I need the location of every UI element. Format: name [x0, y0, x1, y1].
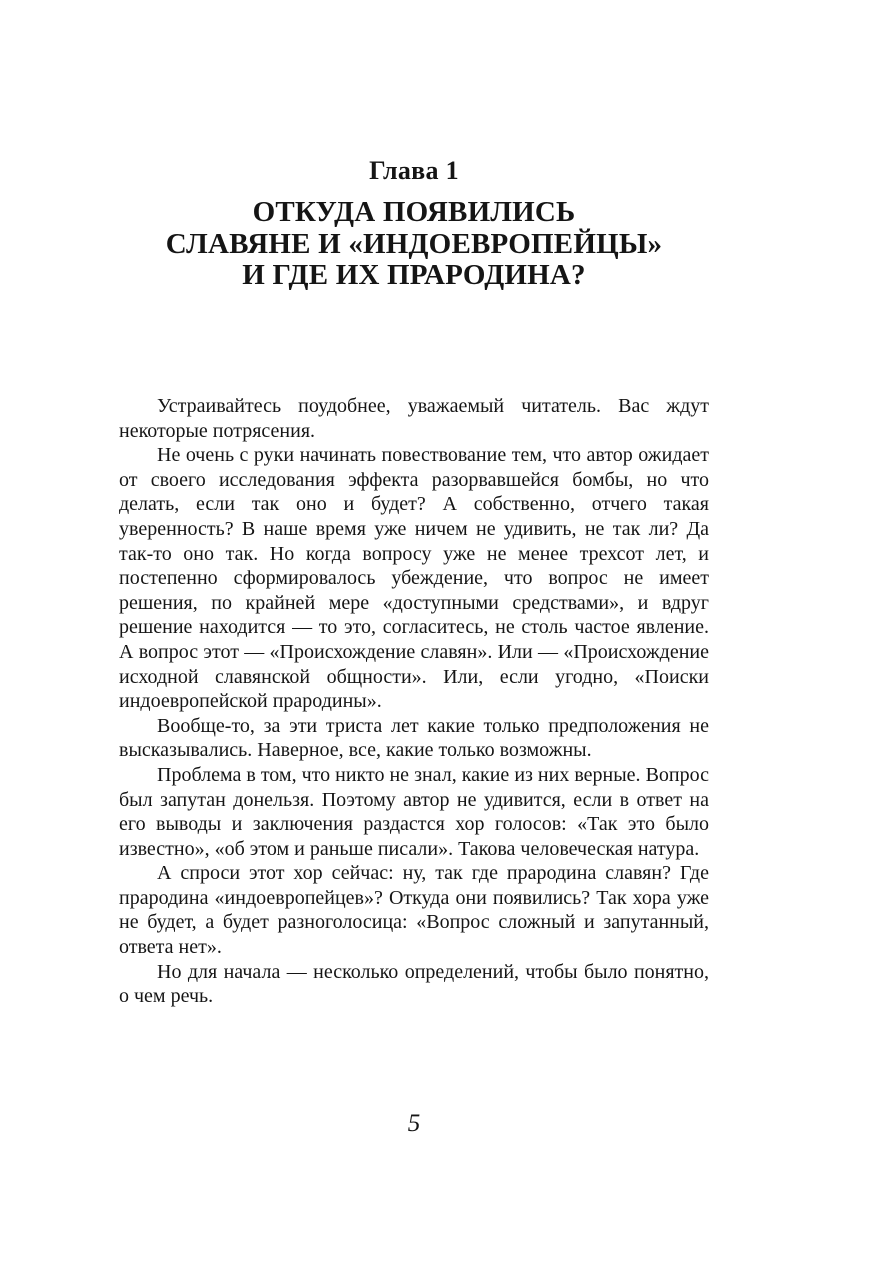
- page-number: 5: [407, 1110, 421, 1137]
- chapter-title-line-3: И ГДЕ ИХ ПРАРОДИНА?: [242, 259, 586, 291]
- paragraph: Но для начала — несколько определений, чтобы было понятно, о чем речь.: [119, 960, 709, 1008]
- chapter-title: [119, 197, 709, 292]
- paragraph: А спроси этот хор сейчас: ну, так где прародина славян? Где прародина «индоевропейцев»? Откуда они появились? Так хора уже не будет, а будет разноголосица: «Вопрос сложный и запутанный, ответа нет».: [119, 862, 709, 959]
- body-text: [119, 394, 709, 1009]
- chapter-title-line-1: ОТКУДА ПОЯВИЛИСЬ: [252, 196, 576, 228]
- paragraph: Вообще-то, за эти триста лет какие только предположения не высказывались. Наверное, все, какие только возможны.: [119, 714, 709, 762]
- chapter-title-line-2: СЛАВЯНЕ И «ИНДОЕВРОПЕЙЦЫ»: [165, 227, 663, 260]
- paragraph: Не очень с руки начинать повествование тем, что автор ожидает от своего исследования эффекта разорвавшейся бомбы, но что делать, если так оно и будет? А собственно, отчего такая уверенность? В наше время уже ничем не удивить, не так ли? Да так-то оно так. Но когда вопросу уже не менее трехсот лет, и постепенно сформировалось убеждение, что вопрос не имеет решения, по крайней мере «доступными средствами», и вдруг решение находится — то это, согласитесь, не столь частое явление. А вопрос этот — «Происхождение славян». Или — «Происхождение исходной славянской общности». Или, если угодно, «Поиски индоевропейской прародины».: [119, 444, 709, 713]
- chapter-label: Глава 1: [369, 156, 459, 185]
- paragraph: Проблема в том, что никто не знал, какие из них верные. Вопрос был запутан донельзя. Поэтому автор не удивится, если в ответ на его выводы и заключения раздастся хор голосов: «Так это было известно», «об этом и раньше писали». Такова человеческая натура.: [119, 763, 709, 860]
- text-column: [119, 0, 709, 1270]
- paragraph: Устраивайтесь поудобнее, уважаемый читатель. Вас ждут некоторые потрясения.: [119, 395, 709, 442]
